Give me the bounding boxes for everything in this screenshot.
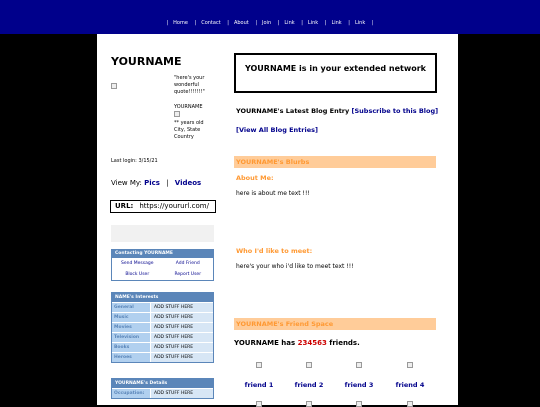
row-value: ADD STUFF HERE bbox=[151, 303, 213, 312]
latest-blog-entry bbox=[236, 107, 438, 115]
row-label: Movies bbox=[112, 323, 150, 332]
view-my-label: View My: bbox=[111, 179, 142, 187]
extended-network-box: YOURNAME is in your extended network bbox=[234, 53, 437, 93]
friend-count-has: has bbox=[278, 339, 298, 347]
url-value[interactable]: https://yoururl.com/ bbox=[139, 202, 209, 210]
send-message-link[interactable]: Send Message bbox=[121, 261, 154, 266]
table-row bbox=[112, 323, 213, 332]
interests-table bbox=[111, 292, 214, 363]
view-all-blogs bbox=[236, 126, 318, 134]
friend-picture[interactable] bbox=[407, 401, 413, 407]
info-country: Country bbox=[174, 134, 194, 140]
friend-item[interactable] bbox=[390, 362, 430, 389]
details-header: YOURNAME's Details bbox=[112, 379, 213, 388]
info-location: City, State bbox=[174, 127, 201, 133]
meet-title: Who I'd like to meet: bbox=[236, 247, 313, 255]
details-table bbox=[111, 378, 214, 399]
friend-count-suffix: friends. bbox=[326, 339, 360, 347]
pics-link[interactable]: Pics bbox=[144, 179, 160, 187]
table-row bbox=[112, 343, 213, 352]
about-me-text: here is about me text !!! bbox=[236, 190, 310, 197]
row-label: Books bbox=[112, 343, 150, 352]
nav-join[interactable]: Join bbox=[262, 20, 272, 26]
online-icon bbox=[174, 111, 180, 117]
friend-item[interactable] bbox=[339, 401, 379, 407]
row-value: ADD STUFF HERE bbox=[151, 313, 213, 322]
add-friend-link[interactable]: Add Friend bbox=[175, 261, 200, 266]
nav-link-2[interactable]: Link bbox=[307, 20, 319, 26]
friend-picture[interactable] bbox=[256, 362, 262, 368]
nav-link-4[interactable]: Link bbox=[354, 20, 366, 26]
table-row bbox=[112, 333, 213, 342]
table-row bbox=[112, 389, 213, 398]
nav-home[interactable]: Home bbox=[173, 20, 188, 26]
friend-count bbox=[234, 339, 360, 347]
contact-header: Contacting YOURNAME bbox=[112, 250, 213, 258]
friend-picture[interactable] bbox=[356, 401, 362, 407]
subscribe-blog-link[interactable]: [Subscribe to this Blog] bbox=[351, 107, 439, 115]
row-value: ADD STUFF HERE bbox=[151, 343, 213, 352]
friend-name[interactable]: friend 2 bbox=[294, 381, 324, 389]
about-me-title: About Me: bbox=[236, 174, 274, 182]
view-my bbox=[111, 179, 201, 187]
url-label: URL: bbox=[115, 202, 134, 210]
profile-page bbox=[97, 34, 458, 405]
blurbs-header: YOURNAME's Blurbs bbox=[234, 156, 436, 168]
friend-count-name: YOURNAME bbox=[234, 339, 279, 347]
info-name: YOURNAME bbox=[174, 104, 203, 110]
row-label: Television bbox=[112, 333, 150, 342]
friend-count-number: 234563 bbox=[297, 339, 327, 347]
profile-info bbox=[174, 104, 224, 141]
row-label: Heroes bbox=[112, 353, 150, 362]
row-value: ADD STUFF HERE bbox=[151, 389, 213, 398]
friend-name[interactable]: friend 1 bbox=[244, 381, 274, 389]
row-label: General bbox=[112, 303, 150, 312]
friend-item[interactable] bbox=[289, 362, 329, 389]
friend-item[interactable] bbox=[239, 362, 279, 389]
friend-picture[interactable] bbox=[256, 401, 262, 407]
info-age: ** years old bbox=[174, 120, 204, 126]
nav-about[interactable]: About bbox=[233, 20, 249, 26]
profile-quote: "here's your wonderful quote!!!!!!!" bbox=[174, 75, 205, 95]
top-header-bar bbox=[0, 0, 540, 34]
friend-name[interactable]: friend 3 bbox=[344, 381, 374, 389]
friend-item[interactable] bbox=[390, 401, 430, 407]
view-all-blogs-link[interactable]: [View All Blog Entries] bbox=[236, 126, 318, 134]
top-nav: | Home | Contact | About | Join | Link | Link | Link | Link | bbox=[166, 20, 374, 26]
profile-name: YOURNAME bbox=[111, 55, 182, 68]
contact-box bbox=[111, 249, 214, 281]
friend-space-header: YOURNAME's Friend Space bbox=[234, 318, 436, 330]
friend-item[interactable] bbox=[239, 401, 279, 407]
row-value: ADD STUFF HERE bbox=[151, 323, 213, 332]
last-login: Last login: 3/15/21 bbox=[111, 158, 158, 164]
friend-item[interactable] bbox=[289, 401, 329, 407]
table-row bbox=[112, 303, 213, 312]
grey-box bbox=[111, 225, 214, 242]
friend-picture[interactable] bbox=[306, 362, 312, 368]
table-row bbox=[112, 313, 213, 322]
row-value: ADD STUFF HERE bbox=[151, 333, 213, 342]
nav-contact[interactable]: Contact bbox=[201, 20, 221, 26]
row-value: ADD STUFF HERE bbox=[151, 353, 213, 362]
friend-picture[interactable] bbox=[407, 362, 413, 368]
interests-header: NAME's Interests bbox=[112, 293, 213, 302]
url-box bbox=[110, 200, 216, 213]
profile-picture[interactable] bbox=[111, 83, 117, 89]
row-label: Music bbox=[112, 313, 150, 322]
report-user-link[interactable]: Report User bbox=[174, 272, 202, 277]
nav-link-1[interactable]: Link bbox=[284, 20, 295, 26]
videos-link[interactable]: Videos bbox=[174, 179, 202, 187]
view-my-separator: | bbox=[166, 179, 169, 187]
table-row bbox=[112, 353, 213, 362]
block-user-link[interactable]: Block User bbox=[125, 272, 150, 277]
friend-picture[interactable] bbox=[306, 401, 312, 407]
latest-blog-label: YOURNAME's Latest Blog Entry bbox=[236, 107, 350, 115]
row-label: Occupation: bbox=[112, 389, 150, 398]
meet-text: here's your who i'd like to meet text !!! bbox=[236, 263, 354, 270]
friend-item[interactable] bbox=[339, 362, 379, 389]
friend-name[interactable]: friend 4 bbox=[395, 381, 425, 389]
friend-picture[interactable] bbox=[356, 362, 362, 368]
nav-link-3[interactable]: Link bbox=[331, 20, 342, 26]
